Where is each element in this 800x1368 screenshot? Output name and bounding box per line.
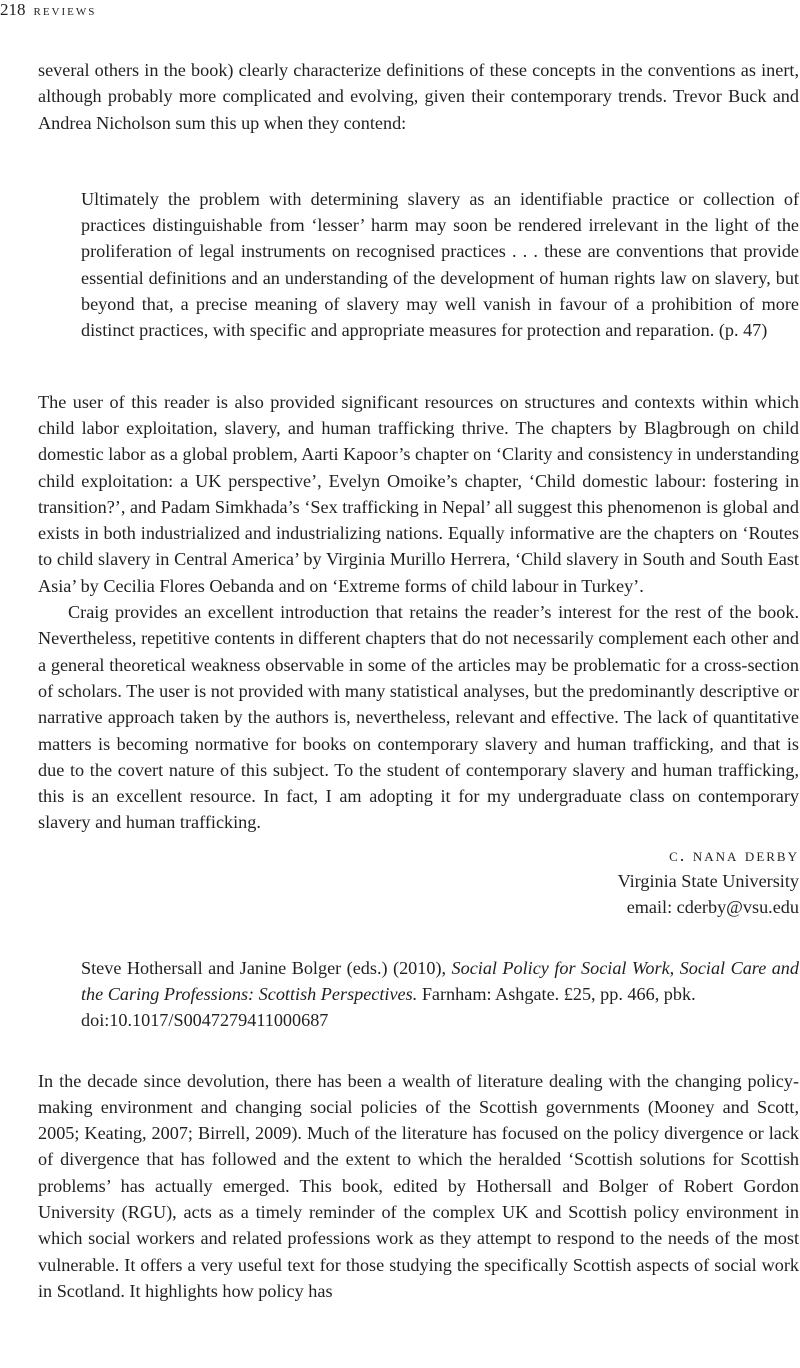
page-number: 218 bbox=[0, 0, 26, 19]
reviewer-affiliation: Virginia State University bbox=[617, 871, 799, 892]
book-title: Social Policy for Social Work, Social Care and the Caring Professions: Scottish Perspectives. bbox=[81, 957, 799, 1004]
book-publisher: Farnham: Ashgate. £25, pp. 466, pbk. bbox=[417, 983, 696, 1004]
book-authors: Steve Hothersall and Janine Bolger (eds.) (2010), bbox=[81, 957, 452, 978]
review-2-paragraph-1: In the decade since devolution, there has been a wealth of literature dealing with the changing policy-making environment and changing social policies of the Scottish governments (Mooney and Scott, 2005; Keating, 2007; Birrell, 2009). Much of the literature has focused on the policy divergence or lack of divergence that has followed and the extent to which the heralded ‘Scottish solutions for Scottish problems’ has actually emerged. This book, edited by Hothersall and Bolger of Robert Gordon University (RGU), acts as a timely reminder of the complex UK and Scottish policy environment in which social workers and related professions work as they attempt to respond to the needs of the most vulnerable. It offers a very useful text for those studying the specifically Scottish aspects of social work in Scotland. It highlights how policy has bbox=[38, 1070, 799, 1301]
book-citation bbox=[81, 955, 799, 1034]
paragraph-3: Craig provides an excellent introduction that retains the reader’s interest for the rest of the book. Nevertheless, repetitive contents in different chapters that do not necessarily complement each other and a general theoretical weakness observable in some of the articles may be problematic for a cross-section of scholars. The user is not provided with many statistical analyses, but the predominantly descriptive or narrative approach taken by the authors is, nevertheless, relevant and effective. The lack of quantitative matters is becoming normative for books on contemporary slavery and human trafficking, and that is due to the covert nature of this subject. To the student of contemporary slavery and human trafficking, this is an excellent resource. In fact, I am adopting it for my undergraduate class on contemporary slavery and human trafficking. bbox=[38, 602, 799, 833]
book-doi: doi:10.1017/S0047279411000687 bbox=[81, 1010, 329, 1031]
paragraph-1: several others in the book) clearly characterize definitions of these concepts in the conventions as inert, although probably more complicated and evolving, given their contemporary trends. Trevor Buck and Andrea Nicholson sum this up when they contend: bbox=[38, 60, 799, 133]
reviewer-name: c. nana derby bbox=[669, 844, 799, 865]
reviewer-signature bbox=[38, 842, 799, 921]
page-header bbox=[0, 0, 96, 20]
article-body bbox=[38, 57, 799, 1304]
block-quote: Ultimately the problem with determining slavery as an identifiable practice or collection of practices distinguishable from ‘lesser’ harm may soon be rendered irrelevant in the light of the proliferation of legal instruments on recognised practices . . . these are conventions that provide essential definitions and an understanding of the development of human rights law on slavery, but beyond that, a precise meaning of slavery may well vanish in favour of a prohibition of more distinct practices, with specific and appropriate measures for protection and reparation. (p. 47) bbox=[81, 188, 799, 341]
reviewer-email: email: cderby@vsu.edu bbox=[626, 897, 799, 918]
paragraph-2: The user of this reader is also provided significant resources on structures and contexts within which child labor exploitation, slavery, and human trafficking thrive. The chapters by Blagbrough on child domestic labor as a global problem, Aarti Kapoor’s chapter on ‘Clarity and consistency in understanding child exploitation: a UK perspective’, Evelyn Omoike’s chapter, ‘Child domestic labour: fostering in transition?’, and Padam Simkhada’s ‘Sex trafficking in Nepal’ all suggest this phenomenon is global and exists in both industrialized and industrializing nations. Equally informative are the chapters on ‘Routes to child slavery in Central America’ by Virginia Murillo Herrera, ‘Child slavery in South and South East Asia’ by Cecilia Flores Oebanda and on ‘Extreme forms of child labour in Turkey’. bbox=[38, 391, 799, 596]
running-head: reviews bbox=[33, 3, 97, 19]
